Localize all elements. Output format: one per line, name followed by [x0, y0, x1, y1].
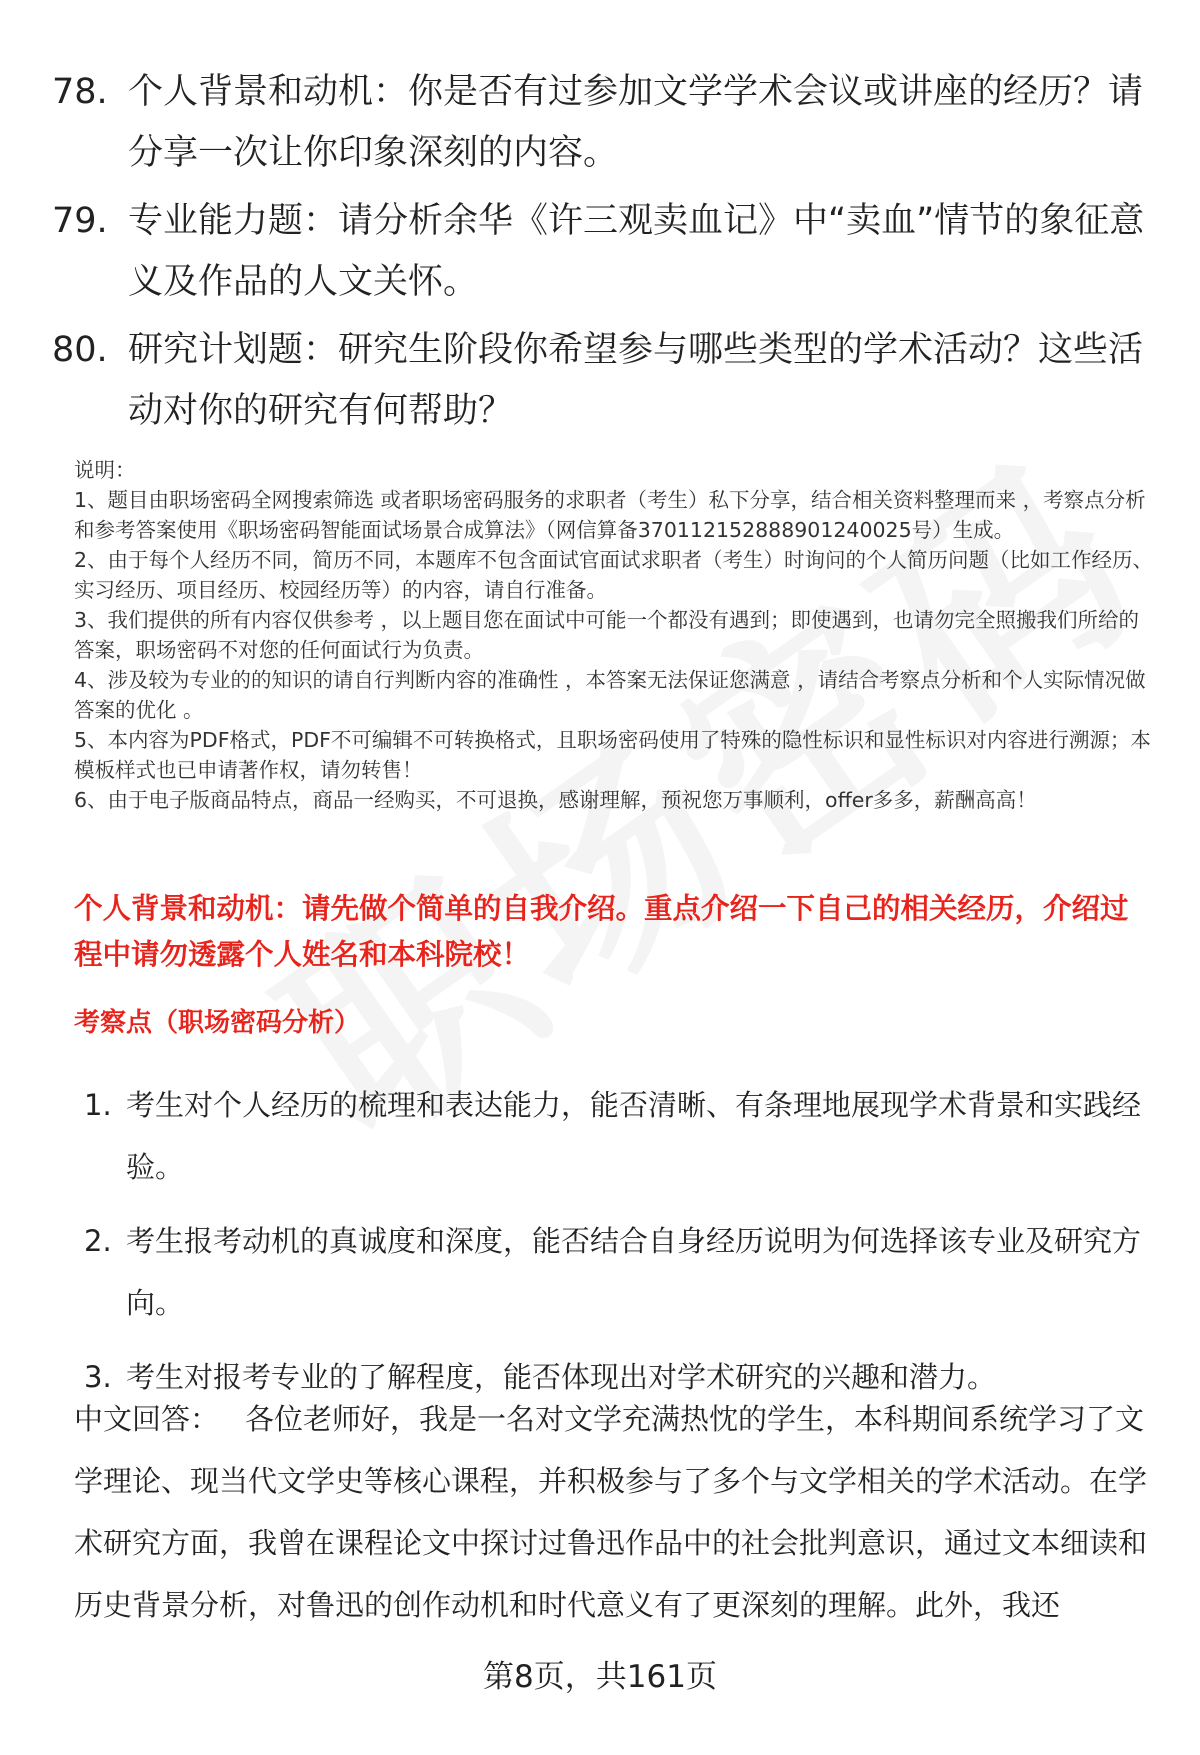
notes-item: 3、我们提供的所有内容仅供参考 ，以上题目您在面试中可能一个都没有遇到；即使遇到，也请勿完全照搬我们所给的答案，职场密码不对您的任何面试行为负责。 — [74, 608, 1140, 662]
analysis-points — [84, 1074, 1154, 1420]
question-item — [52, 320, 1152, 442]
question-list — [52, 62, 1152, 449]
question-text: 专业能力题：请分析余华《许三观卖血记》中“卖血”情节的象征意义及作品的人文关怀。 — [128, 201, 1145, 302]
question-number: 80. — [52, 330, 108, 370]
point-text: 考生报考动机的真诚度和深度，能否结合自身经历说明为何选择该专业及研究方向。 — [126, 1224, 1142, 1320]
question-number: 79. — [52, 201, 108, 241]
point-number: 2. — [84, 1224, 112, 1258]
disclaimer-notes — [74, 455, 1154, 815]
page-footer: 第8页，共161页 — [483, 1659, 717, 1695]
analysis-heading: 考察点（职场密码分析） — [74, 1008, 361, 1038]
notes-item: 2、由于每个人经历不同，简历不同，本题库不包含面试官面试求职者（考生）时询问的个人简历问题（比如工作经历、实习经历、项目经历、校园经历等）的内容，请自行准备。 — [74, 548, 1154, 602]
notes-item: 5、本内容为PDF格式，PDF不可编辑不可转换格式，且职场密码使用了特殊的隐性标识和显性标识对内容进行溯源；本模板样式也已申请著作权，请勿转售！ — [74, 728, 1151, 782]
question-item — [52, 62, 1152, 184]
analysis-point — [84, 1210, 1154, 1334]
question-text: 个人背景和动机：你是否有过参加文学学术会议或讲座的经历？请分享一次让你印象深刻的内容。 — [128, 72, 1144, 173]
notes-item: 6、由于电子版商品特点，商品一经购买，不可退换，感谢理解，预祝您万事顺利，offer多多，薪酬高高！ — [74, 788, 1037, 812]
answer-text: 各位老师好，我是一名对文学充满热忱的学生，本科期间系统学习了文学理论、现当代文学史等核心课程，并积极参与了多个与文学相关的学术活动。在学术研究方面，我曾在课程论文中探讨过鲁迅作品中的社会批判意识，通过文本细读和历史背景分析，对鲁迅的创作动机和时代意义有了更深刻的理解。此外，我还 — [74, 1402, 1148, 1622]
point-number: 3. — [84, 1360, 112, 1394]
question-item — [52, 191, 1152, 313]
answer-label: 中文回答： — [74, 1402, 220, 1436]
point-number: 1. — [84, 1088, 112, 1122]
notes-item: 1、题目由职场密码全网搜索筛选 或者职场密码服务的求职者（考生）私下分享，结合相关资料整理而来 ，考察点分析和参考答案使用《职场密码智能面试场景合成算法》（网信算备370112152888901240025号）生成。 — [74, 488, 1146, 542]
analysis-point — [84, 1074, 1154, 1198]
section-question-title: 个人背景和动机：请先做个简单的自我介绍。重点介绍一下自己的相关经历，介绍过程中请勿透露个人姓名和本科院校！ — [74, 892, 1129, 971]
point-text: 考生对报考专业的了解程度，能否体现出对学术研究的兴趣和潜力。 — [126, 1360, 997, 1394]
question-text: 研究计划题：研究生阶段你希望参与哪些类型的学术活动？这些活动对你的研究有何帮助？ — [128, 330, 1144, 431]
notes-title: 说明： — [74, 458, 136, 482]
sample-answer — [74, 1388, 1154, 1636]
point-text: 考生对个人经历的梳理和表达能力，能否清晰、有条理地展现学术背景和实践经验。 — [126, 1088, 1142, 1184]
question-number: 78. — [52, 72, 108, 112]
notes-item: 4、涉及较为专业的的知识的请自行判断内容的准确性 ，本答案无法保证您满意 ，请结合考察点分析和个人实际情况做答案的优化 。 — [74, 668, 1146, 722]
